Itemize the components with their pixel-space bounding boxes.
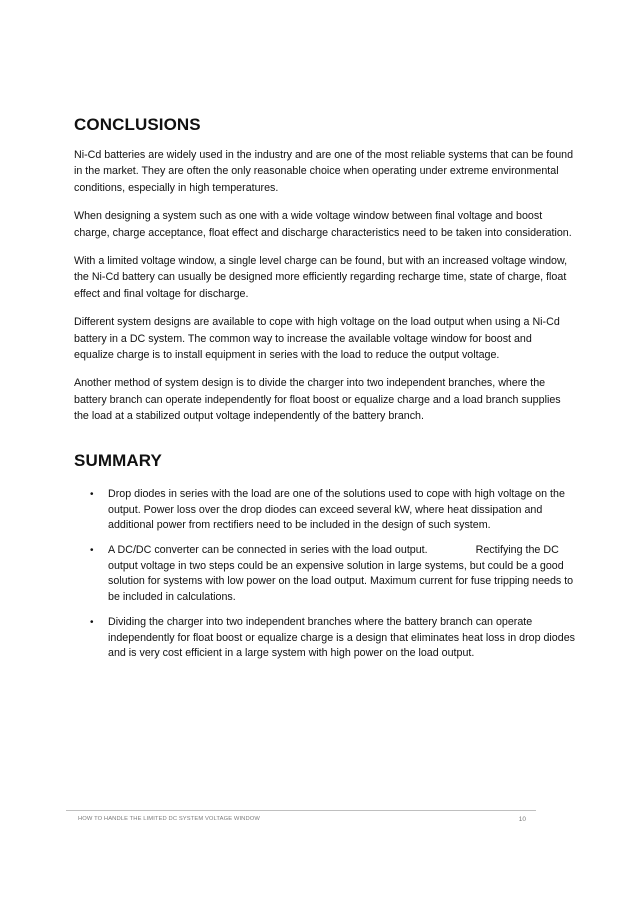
summary-heading: SUMMARY bbox=[74, 451, 162, 470]
summary-list bbox=[90, 487, 580, 671]
summary-list-item bbox=[90, 487, 580, 534]
summary-list-item bbox=[90, 543, 580, 605]
conclusions-paragraph: When designing a system such as one with a wide voltage window between final voltage and boost charge, charge acceptance, float effect and discharge characteristics need to be taken into consideration. bbox=[74, 210, 572, 239]
footer-divider bbox=[66, 810, 536, 811]
summary-item-text-continued: Rectifying the DC output voltage in two steps could be an expensive solution in large systems, but could be a good solution for systems with low power on the load output. Maximum current for fuse tripping needs to be included in calculations. bbox=[108, 544, 574, 604]
bullet-icon: • bbox=[90, 617, 94, 629]
conclusions-paragraph: Another method of system design is to divide the charger into two independent branches, where the battery branch can operate independently for float boost or equalize charge and a load branch supplies the load at a stabilized output voltage independently of the battery branch. bbox=[74, 377, 561, 423]
summary-item-text: Dividing the charger into two independent branches where the battery branch can operate independently for float boost or equalize charge is a design that eliminates heat loss in drop diodes and is very cost efficient in a large system with high power on the load output. bbox=[108, 616, 575, 660]
bullet-icon: • bbox=[90, 545, 94, 557]
bullet-icon: • bbox=[90, 489, 94, 500]
summary-item-text: A DC/DC converter can be connected in series with the load output. bbox=[108, 544, 428, 557]
conclusions-paragraph: Different system designs are available to cope with high voltage on the load output when using a Ni-Cd battery in a DC system. The common way to increase the available voltage window for boost and equalize charge is to install equipment in series with the load to reduce the output voltage. bbox=[74, 316, 560, 362]
conclusions-paragraph: With a limited voltage window, a single level charge can be found, but with an increased voltage window, the Ni-Cd battery can usually be designed more efficiently regarding recharge time, state of charge, float effect and final voltage for discharge. bbox=[74, 255, 568, 300]
conclusions-heading: CONCLUSIONS bbox=[74, 115, 201, 134]
summary-item-text: Drop diodes in series with the load are one of the solutions used to cope with high voltage on the output. Power loss over the drop diodes can exceed several kW, where heat dissipation and additional power from rectifiers need to be included in the design of such system. bbox=[108, 488, 565, 532]
footer-title: HOW TO HANDLE THE LIMITED DC SYSTEM VOLTAGE WINDOW bbox=[78, 816, 260, 822]
summary-list-item bbox=[90, 615, 580, 662]
conclusions-paragraph: Ni-Cd batteries are widely used in the industry and are one of the most reliable systems that can be found in the market. They are often the only reasonable choice when operating under extreme environmental conditions, especially in high temperatures. bbox=[74, 149, 574, 194]
page-number: 10 bbox=[518, 816, 526, 823]
conclusions-body bbox=[74, 147, 574, 437]
